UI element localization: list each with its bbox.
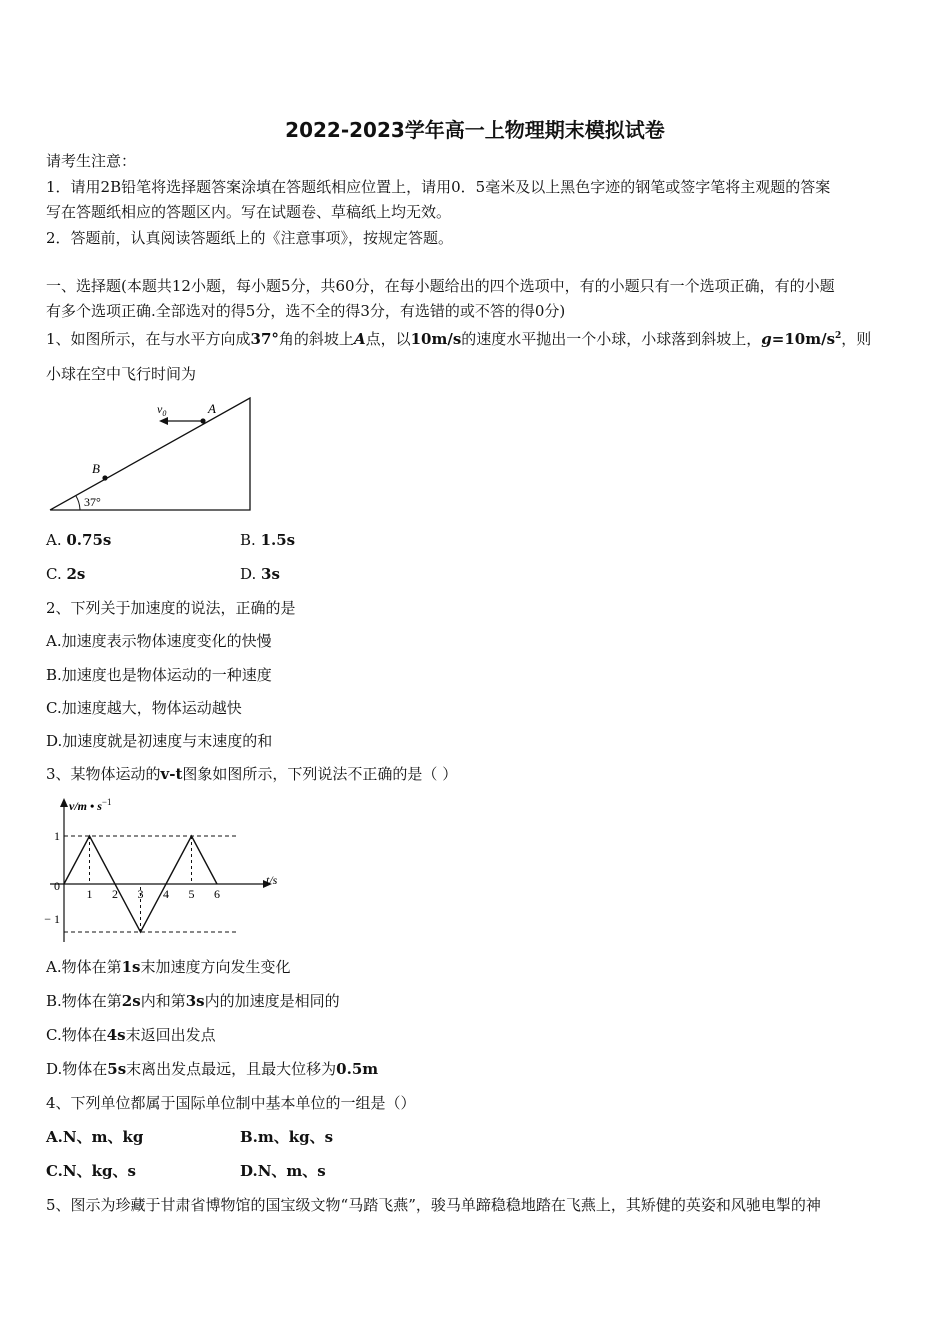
x-tick-label-2: 2 [112,887,118,901]
point-b-label: B [92,461,100,476]
x-tick-label-3: 3 [137,887,144,901]
question-1-stem-line-2: 小球在空中飞行时间为 [46,365,197,383]
question-5-stem: 5、图示为珍藏于甘肃省博物馆的国宝级文物“马踏飞燕”，骏马单蹄稳稳地踏在飞燕上，其矫健的英姿和风驰电掣的神 [46,1196,821,1214]
q1-option-c[interactable]: C. 2s [46,565,86,583]
q2-option-d[interactable]: D.加速度就是初速度与末速度的和 [46,732,273,750]
q4-option-d[interactable]: D.N、m、s [240,1162,326,1180]
q3-option-b[interactable]: B.物体在第2s内和第3s内的加速度是相同的 [46,992,340,1010]
q4-option-c[interactable]: C.N、kg、s [46,1162,136,1180]
q3-option-d[interactable]: D.物体在5s末离出发点最远，且最大位移为0.5m [46,1060,379,1078]
q1-option-b[interactable]: B. 1.5s [240,531,296,549]
x-tick-label-4: 4 [163,887,169,901]
y-tick-label-neg1: − 1 [44,912,60,926]
notice-item-1-line-1: 1．请用2B铅笔将选择题答案涂填在答题纸相应位置上，请用0．5毫米及以上黑色字迹的钢笔或签字笔将主观题的答案 [46,178,831,196]
q2-option-c[interactable]: C.加速度越大，物体运动越快 [46,699,242,717]
q4-option-b[interactable]: B.m、kg、s [240,1128,334,1146]
x-tick-label-5: 5 [188,887,195,901]
notice-heading: 请考生注意： [46,152,137,170]
point-a [200,418,205,423]
y-tick-label-1: 1 [54,829,60,843]
question-4-stem: 4、下列单位都属于国际单位制中基本单位的一组是（） [46,1094,416,1112]
y-axis-label: v/m • $s^{-1}$ [69,797,112,813]
vt-graph [40,792,290,950]
question-2-stem: 2、下列关于加速度的说法，正确的是 [46,599,296,617]
notice-item-2: 2．答题前，认真阅读答题纸上的《注意事项》，按规定答题。 [46,229,454,247]
incline-figure [46,392,258,516]
question-1-stem: 1、如图所示，在与水平方向成37°角的斜坡上A点，以10m/s的速度水平抛出一个小球，小球落到斜坡上，$g=10m/s^2$，则 [46,330,872,348]
page-title: 2022-2023学年高一上物理期末模拟试卷 [285,118,665,142]
q2-option-b[interactable]: B.加速度也是物体运动的一种速度 [46,666,272,684]
question-3-stem: 3、某物体运动的v-t图象如图所示，下列说法不正确的是（ ） [46,765,458,783]
x-axis-label: t/s [266,873,278,887]
section-header-line-2: 有多个选项正确.全部选对的得5分，选不全的得3分，有选错的或不答的得0分) [46,302,566,320]
x-tick-label-1: 1 [86,887,93,901]
point-a-label: A [208,401,216,416]
q3-option-c[interactable]: C.物体在4s末返回出发点 [46,1026,216,1044]
velocity-arrowhead [159,417,168,425]
angle-arc [76,496,80,510]
notice-item-1-line-2: 写在答题纸相应的答题区内。写在试题卷、草稿纸上均无效。 [46,203,452,221]
q3-option-a[interactable]: A.物体在第1s末加速度方向发生变化 [46,958,291,976]
section-header-line-1: 一、选择题(本题共12小题，每小题5分，共60分，在每小题给出的四个选项中，有的小题只有一个选项正确，有的小题 [46,277,835,295]
x-tick-label-6: 6 [214,887,220,901]
incline-triangle [50,398,250,510]
origin-label: 0 [54,879,60,893]
q2-option-a[interactable]: A.加速度表示物体速度变化的快慢 [46,632,272,650]
v0-label: $v_0$ [157,402,167,418]
q1-option-a[interactable]: A. 0.75s [46,531,112,549]
y-axis-arrowhead [60,798,68,807]
q4-option-a[interactable]: A.N、m、kg [46,1128,144,1146]
q1-option-d[interactable]: D. 3s [240,565,280,583]
point-b [102,475,107,480]
angle-label: 37° [84,495,101,509]
